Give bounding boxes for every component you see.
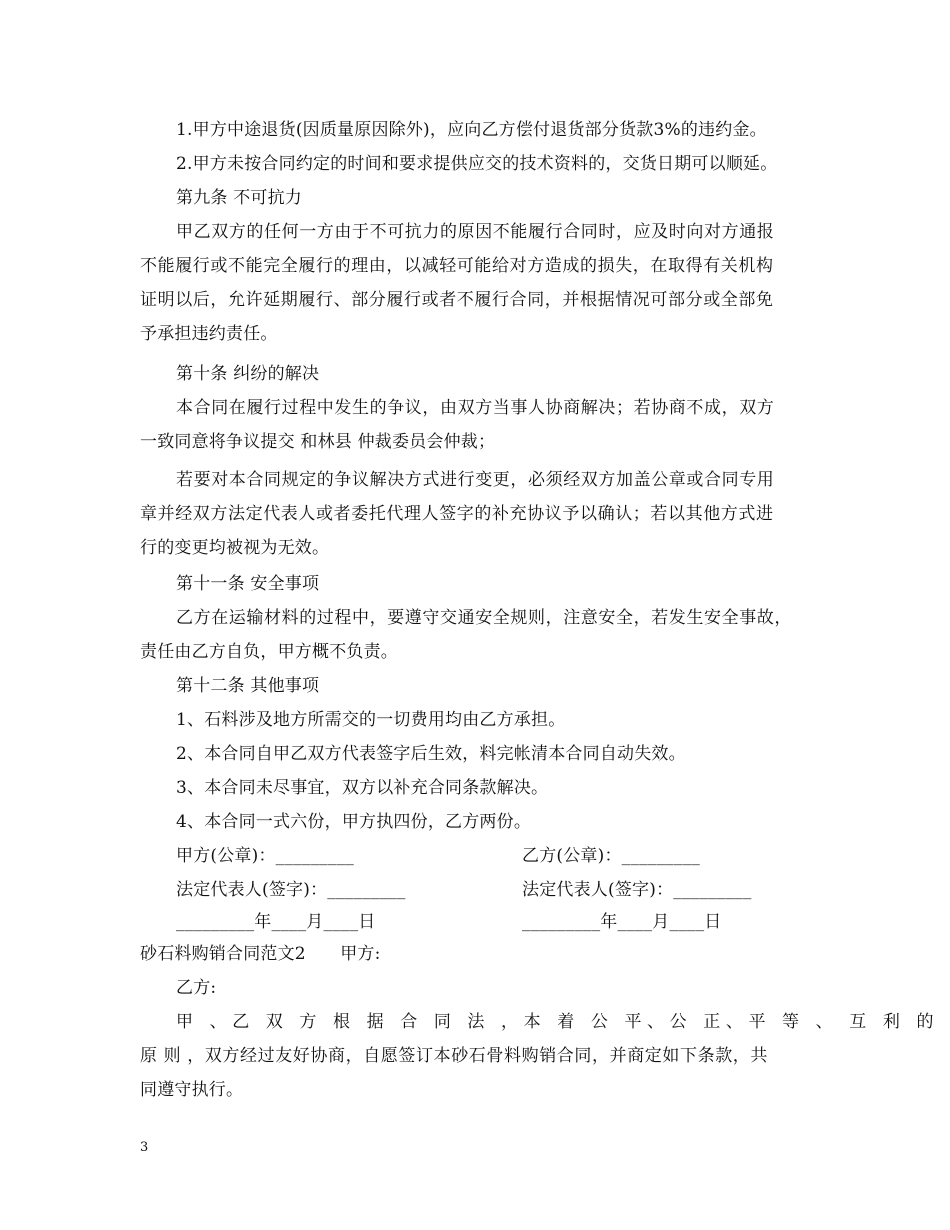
paragraph-line: 行的变更均被视为无效。: [140, 538, 330, 558]
list-item: 3、本合同未尽事宜，双方以补充合同条款解决。: [176, 778, 549, 798]
page-number: 3: [140, 1140, 149, 1155]
article-heading-9: 第九条 不可抗力: [176, 188, 303, 208]
party-a-date-field: _________年____月____日: [176, 912, 376, 932]
party-b-representative-field: 法定代表人(签字)：_________: [522, 880, 752, 900]
paragraph-line: 甲乙双方的任何一方由于不可抗力的原因不能履行合同时，应及时向对方通报: [176, 222, 775, 242]
article-heading-10: 第十条 纠纷的解决: [176, 364, 320, 384]
paragraph-line: 不能履行或不能完全履行的理由，以减轻可能给对方造成的损失，在取得有关机构: [140, 256, 774, 276]
paragraph-line: 证明以后，允许延期履行、部分履行或者不履行合同，并根据情况可部分或全部免: [140, 290, 774, 310]
clause-line-1: 1.甲方中途退货(因质量原因除外)，应向乙方偿付退货部分货款3%的违约金。: [176, 120, 767, 140]
party-b-date-field: _________年____月____日: [522, 912, 722, 932]
article-heading-12: 第十二条 其他事项: [176, 676, 320, 696]
paragraph-line: 甲 、乙 双 方 根 据 合 同 法 ，本 着 公 平、公 正、平 等 、 互 利 的: [176, 1012, 940, 1032]
paragraph-line: 本合同在履行过程中发生的争议，由双方当事人协商解决；若协商不成，双方: [176, 398, 775, 418]
party-a-representative-field: 法定代表人(签字)：_________: [176, 880, 406, 900]
paragraph-line: 章并经双方法定代表人或者委托代理人签字的补充协议予以确认；若以其他方式进: [140, 504, 774, 524]
paragraph-line: 若要对本合同规定的争议解决方式进行变更，必须经双方加盖公章或合同专用: [176, 470, 775, 490]
paragraph-line: 一致同意将争议提交 和林县 仲裁委员会仲裁；: [140, 432, 496, 452]
paragraph-line: 责任由乙方自负，甲方概不负责。: [140, 642, 398, 662]
clause-line-2: 2.甲方未按合同约定的时间和要求提供应交的技术资料的，交货日期可以顺延。: [176, 154, 778, 174]
paragraph-line: 予承担违约责任。: [140, 324, 278, 344]
list-item: 1、石料涉及地方所需交的一切费用均由乙方承担。: [176, 710, 566, 730]
second-contract-title: 砂石料购销合同范文2 甲方:: [140, 944, 381, 964]
paragraph-line: 原 则 ，双方经过友好协商，自愿签订本砂石骨料购销合同，并商定如下条款，共: [140, 1046, 769, 1066]
party-b-seal-field: 乙方(公章)：_________: [522, 846, 700, 866]
paragraph-line: 乙方在运输材料的过程中，要遵守交通安全规则，注意安全，若发生安全事故，: [176, 608, 792, 628]
second-contract-party-b: 乙方:: [176, 978, 217, 998]
list-item: 2、本合同自甲乙双方代表签字后生效，料完帐清本合同自动失效。: [176, 744, 686, 764]
list-item: 4、本合同一式六份，甲方执四份，乙方两份。: [176, 812, 532, 832]
paragraph-line: 同遵守执行。: [140, 1080, 244, 1100]
party-a-seal-field: 甲方(公章)：_________: [176, 846, 354, 866]
article-heading-11: 第十一条 安全事项: [176, 574, 320, 594]
